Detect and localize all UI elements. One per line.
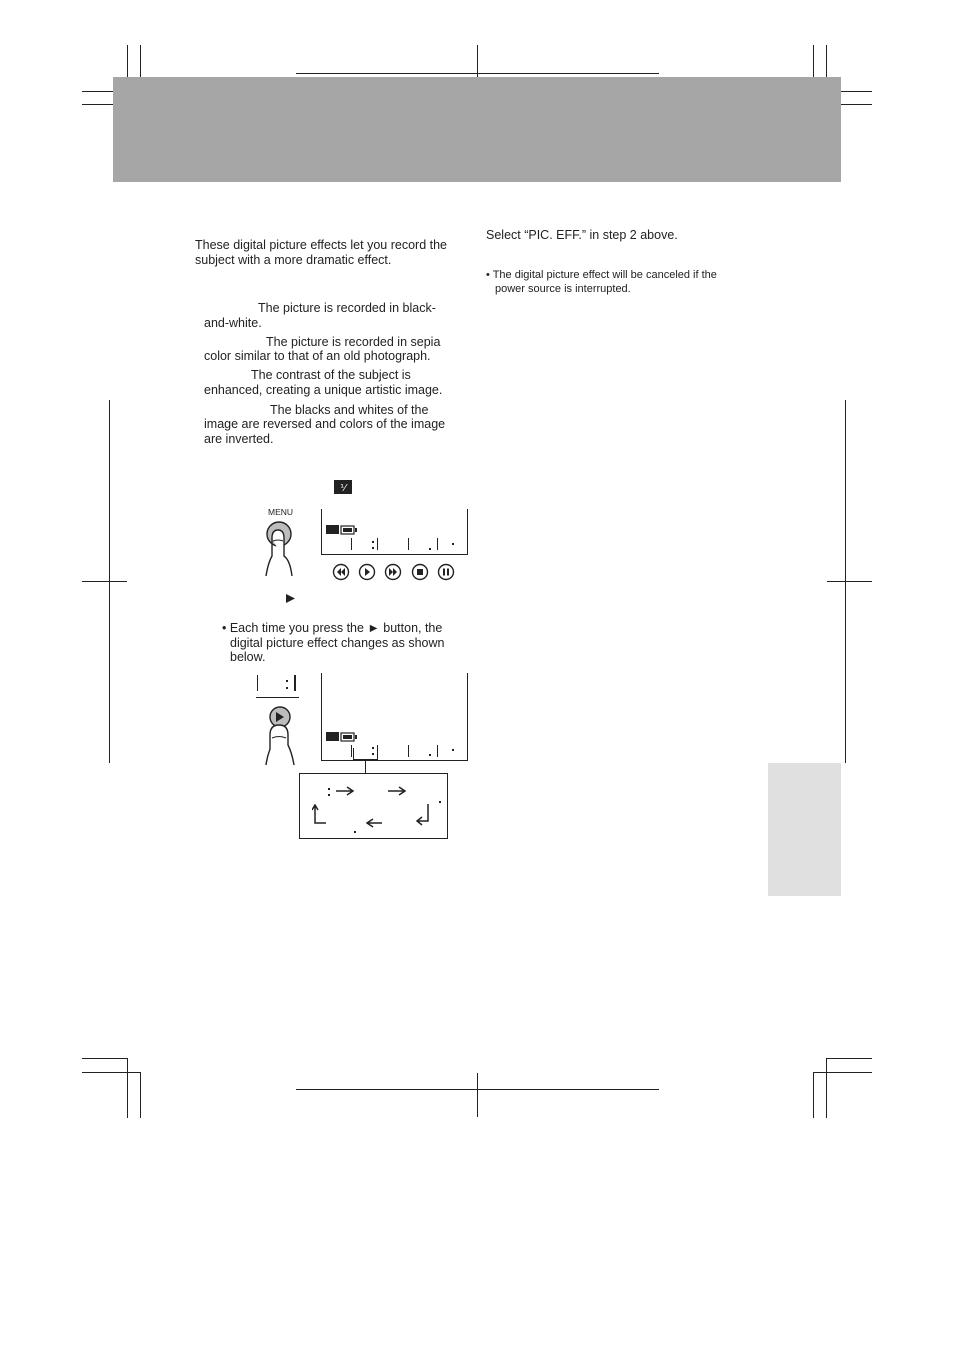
step-note: • Each time you press the ► button, the digital picture effect changes as shown below.	[222, 621, 445, 664]
play-triangle-icon	[286, 594, 295, 603]
effect-cycle-diagram	[299, 773, 448, 839]
effect-2-line2: color similar to that of an old photograph.	[204, 349, 431, 363]
play-button-press-illustration[interactable]	[262, 705, 302, 767]
effect-3-line2: enhanced, creating a unique artistic image.	[204, 383, 443, 397]
effect-1-line2: and-white.	[204, 316, 262, 330]
svg-text:⅟: ⅟	[340, 483, 346, 494]
header-band	[113, 77, 841, 182]
lcd-screen-1	[321, 509, 468, 555]
pause-button[interactable]	[437, 563, 455, 581]
play-button[interactable]	[358, 563, 376, 581]
intro-text: These digital picture effects let you record the subject with a more dramatic effect.	[195, 238, 447, 267]
shutter-speed-icon	[334, 480, 352, 494]
effect-2-line1: The picture is recorded in sepia	[266, 335, 441, 349]
rewind-button[interactable]	[332, 563, 350, 581]
stop-button[interactable]	[411, 563, 429, 581]
fast-forward-button[interactable]	[384, 563, 402, 581]
arrow-up-corner-icon	[312, 804, 328, 826]
effect-4-line3: are inverted.	[204, 432, 274, 446]
right-instruction: Select “PIC. EFF.” in step 2 above.	[486, 228, 678, 242]
arrow-right-icon	[388, 786, 408, 796]
arrow-down-left-icon	[416, 804, 430, 826]
effect-1-line1: The picture is recorded in black-	[258, 301, 436, 315]
menu-label: MENU	[268, 507, 294, 517]
arrow-left-icon	[366, 818, 382, 828]
effect-4-line1: The blacks and whites of the	[270, 403, 429, 417]
effect-3-line1: The contrast of the subject is	[251, 368, 411, 382]
right-note: • The digital picture effect will be canceled if the power source is interrupted.	[486, 269, 717, 295]
battery-icon	[326, 732, 358, 742]
battery-icon	[326, 525, 358, 535]
effect-4-line2: image are reversed and colors of the image	[204, 417, 446, 431]
lcd-screen-2	[321, 673, 468, 761]
arrow-right-icon	[336, 786, 356, 796]
menu-button-press-illustration[interactable]	[262, 518, 302, 580]
side-tab	[768, 763, 841, 896]
